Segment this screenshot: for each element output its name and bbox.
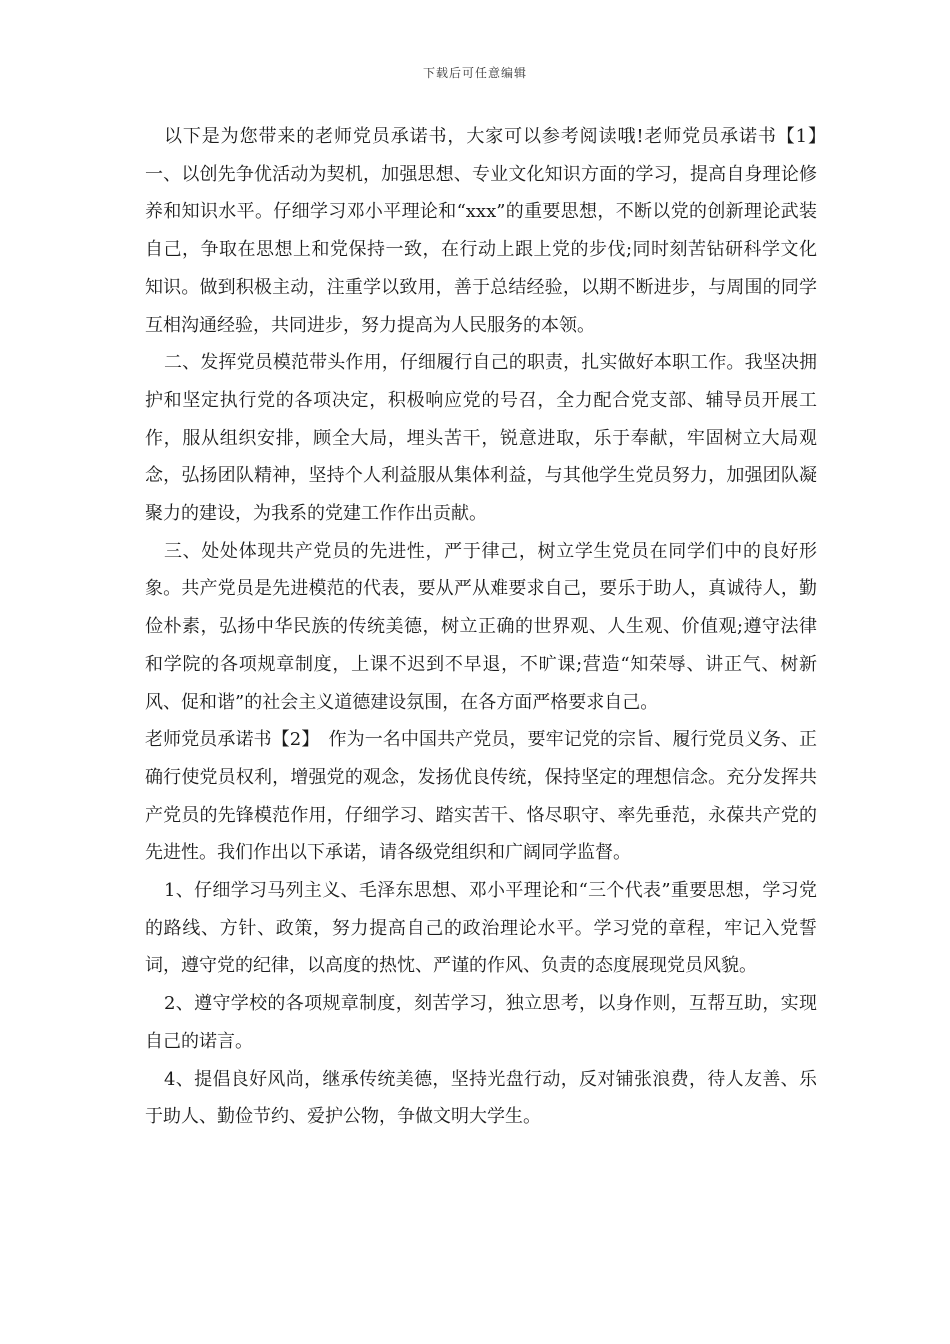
paragraph-item-2: 二、发挥党员模范带头作用，仔细履行自己的职责，扎实做好本职工作。我坚决拥护和坚定执行党的各项决定，积极响应党的号召，全力配合党支部、辅导员开展工作，服从组织安排，顾全大局，埋头苦干，锐意进取，乐于奉献，牢固树立大局观念，弘扬团队精神，坚持个人利益服从集体利益，与其他学生党员努力，加强团队凝聚力的建设，为我系的党建工作作出贡献。 <box>145 352 817 525</box>
list-item-2: 2、遵守学校的各项规章制度，刻苦学习，独立思考，以身作则，互帮互助，实现自己的诺言。 <box>145 993 817 1052</box>
paragraph-intro-commitment-1: 以下是为您带来的老师党员承诺书，大家可以参考阅读哦!老师党员承诺书【1】 一、以创先争优活动为契机，加强思想、专业文化知识方面的学习，提高自身理论修养和知识水平。仔细学习邓小平理论和“xxx”的重要思想，不断以党的创新理论武装自己，争取在思想上和党保持一致，在行动上跟上党的步伐;同时刻苦钻研科学文化知识。做到积极主动，注重学以致用，善于总结经验，以期不断进步，与周围的同学互相沟通经验，共同进步，努力提高为人民服务的本领。 <box>145 126 835 336</box>
list-item-4: 4、提倡良好风尚，继承传统美德，坚持光盘行动，反对铺张浪费，待人友善、乐于助人、勤俭节约、爱护公物，争做文明大学生。 <box>145 1068 817 1128</box>
document-body <box>145 118 835 1136</box>
paragraph-commitment-2: 老师党员承诺书【2】 作为一名中国共产党员，要牢记党的宗旨、履行党员义务、正确行使党员权利，增强党的观念，发扬优良传统，保持坚定的理想信念。充分发挥共产党员的先锋模范作用，仔细学习、踏实苦干、恪尽职守、率先垂范，永葆共产党的先进性。我们作出以下承诺，请各级党组织和广阔同学监督。 <box>145 729 817 864</box>
list-item-1: 1、仔细学习马列主义、毛泽东思想、邓小平理论和“三个代表”重要思想，学习党的路线、方针、政策，努力提高自己的政治理论水平。学习党的章程，牢记入党誓词，遵守党的纪律，以高度的热忱、严谨的作风、负责的态度展现党员风貌。 <box>145 880 817 977</box>
page-header-note: 下载后可任意编辑 <box>422 66 527 80</box>
paragraph-item-3: 三、处处体现共产党员的先进性，严于律己，树立学生党员在同学们中的良好形象。共产党员是先进模范的代表，要从严从难要求自己，要乐于助人，真诚待人，勤俭朴素，弘扬中华民族的传统美德，树立正确的世界观、人生观、价值观;遵守法律和学院的各项规章制度，上课不迟到不早退，不旷课;营造“知荣辱、讲正气、树新风、促和谐”的社会主义道德建设氛围，在各方面严格要求自己。 <box>145 540 817 713</box>
